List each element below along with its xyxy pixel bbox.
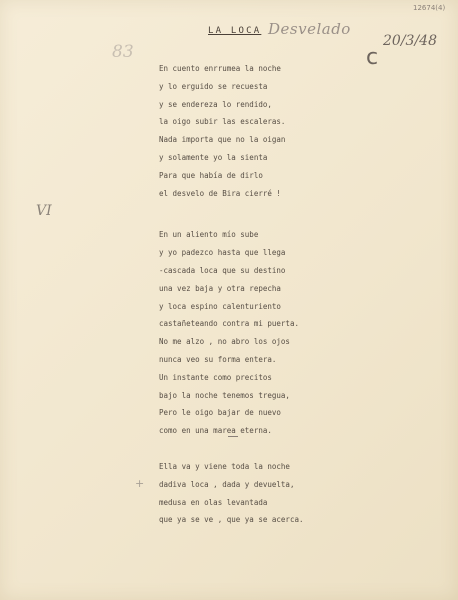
poem-line: medusa en olas levantada	[159, 497, 268, 507]
margin-mark: VI	[36, 203, 52, 219]
poem-line: Nada importa que no la oigan	[159, 135, 286, 145]
poem-line: -cascada loca que su destino	[159, 265, 286, 275]
poem-line: nunca veo su forma entera.	[159, 354, 277, 364]
poem-line: castañeteando contra mi puerta.	[159, 319, 299, 329]
poem-line: dadiva loca , dada y devuelta,	[159, 479, 295, 489]
stanza-2	[159, 226, 409, 440]
handwritten-title-note: Desvelado	[268, 20, 351, 38]
poem-line: En un aliento mío sube	[159, 230, 259, 240]
poem-line: En cuento enrrumea la noche	[159, 64, 281, 73]
faint-page-number: 83	[112, 42, 134, 62]
poem-line: bajo la noche tenemos tregua,	[159, 390, 290, 400]
poem-line: Ella va y viene toda la noche	[159, 461, 290, 471]
poem-line: y se endereza lo rendido,	[159, 99, 272, 109]
stanza-1	[159, 60, 409, 202]
poem-line: y lo erguido se recuesta	[159, 81, 268, 91]
archive-code-note: 12674(4)	[413, 4, 446, 12]
poem-line: que ya se ve , que ya se acerca.	[159, 515, 304, 525]
stanza-3	[159, 458, 409, 529]
poem-line: y yo padezco hasta que llega	[159, 248, 286, 258]
poem-title: LA LOCA	[208, 26, 262, 36]
poem-line: Un instante como precitos	[159, 372, 272, 382]
poem-line: y solamente yo la sienta	[159, 152, 268, 162]
handwritten-date: 20/3/48	[383, 33, 437, 49]
small-cross-mark: +	[135, 477, 145, 490]
poem-line: Pero le oigo bajar de nuevo	[159, 408, 281, 418]
poem-line: una vez baja y otra repecha	[159, 283, 281, 293]
poem-body	[159, 60, 409, 529]
poem-line: la oigo subir las escaleras.	[159, 117, 286, 127]
poem-line: como en una marea eterna.	[159, 426, 272, 436]
poem-line: y loca espino calenturiento	[159, 301, 281, 311]
poem-line: Para que había de dirlo	[159, 170, 263, 180]
poem-line: el desvelo de Bira cierré !	[159, 188, 281, 198]
poem-line: No me alzo , no abro los ojos	[159, 337, 290, 347]
handwritten-letter-c: c	[366, 45, 379, 70]
